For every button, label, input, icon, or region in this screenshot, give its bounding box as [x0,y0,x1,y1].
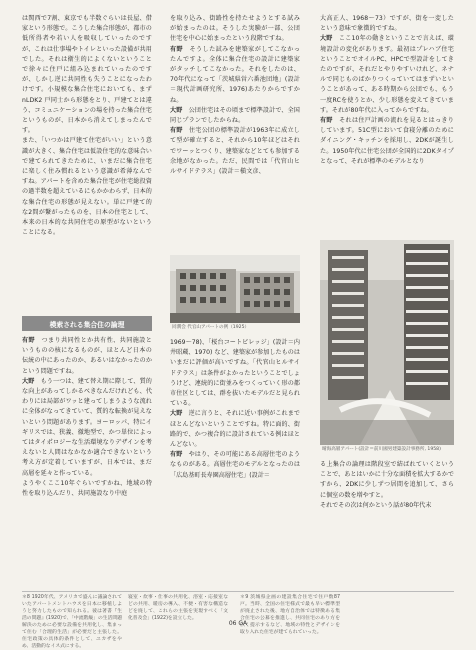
dialogue-paragraph [170,126,300,177]
footnote-divider [22,591,454,592]
speaker-name: 大野 [22,377,35,385]
speaker-name: 大野 [320,35,333,43]
column-1 [22,14,152,238]
dialogue-paragraph [320,34,454,116]
footnote: ＊9 茨城県企画の建設集合住宅で住戸数87戸。当時、全国の住宅様式で最も早い標準型が廃止された後、地方自治体では特徴ある集合住宅の公募を推進し、共同住宅のあり方を広く提示するなど、地域の特性とデザインを取り入れた住宅が建てられていった。 [240,595,340,635]
dialogue-text: 住宅公団の標準設計が1963年に成立して型が確立すると、それから10年ほどはそれでワーッとつくり、建築家などとても参加する余地がなかった。ただ、民間では「代官山ヒルサイドテラス」(設計＝槇文彦、 [170,127,300,176]
dialogue-text: を取り込み、街路性を持たせようとする試みが始まったのは。そうした実験が一部、公団住宅を中心に始まったという段階ですね。 [170,15,300,43]
column-1-after-heading [22,336,152,499]
column-2 [170,14,300,177]
dialogue-paragraph [170,106,300,126]
dialogue-paragraph [22,479,152,499]
dialogue-text: 1969〜78)、「桜台コートビレッジ」(設計＝内井昭蔵、1970) など、建築家が参加したものはいまだに評価が高いですね。「代官山ヒルサイドテラス」は条件がよかったということでしょうけど、連続的に街並みをつくっていく形の都市住区としては、群を抜いたモデルだと見られている。 [170,339,300,408]
dialogue-text: ここ10年の動きということで言えば、環境設計の変化があります。最初はプレハブ住宅ということでオイルPC、HPCで型設計をしてきたのですが、それだとやりやすいけれど、ネナルで同じものばかりつくっていてはまずいということがあって、ある時期から公団でも、もう一度RCを使うとか、少し形態を変えてきています。それが80年代に入ってからですね。 [320,35,455,114]
highrise-apartment-image [320,240,454,445]
dialogue-text: それは住戸計画の流れを見るとはっきりしています。51C型において食寝分離のためにダイニング・キッチンを採用し、2DKが誕生した。1950年代に住宅公団が全国的に2DKタイプとなって、それが標準のモデルとなり [320,117,454,165]
dialogue-paragraph [170,450,300,481]
dialogue-paragraph [320,14,454,34]
speaker-name: 大野 [170,106,183,114]
footnote: ＊8 1920年代、アメリカで盛んに議論されていたアパートメントハウスを日本に移植しようと努力したもので知られる。彼は著書『生活の問題』(1920)で、「中流階級」の生活問題解決のために必要な設備を共用化し、集まって住む「合理的生活」が必要だと主張した。住宅政策の具体的条件として、ユカザをやめ、活動的なイス式にする。 [22,595,122,649]
photo-caption: 同潤会 代官山アパートの例（1925） [172,325,250,330]
dialogue-paragraph [170,338,300,409]
speaker-name: 有野 [22,337,36,344]
apartment-photo-1 [170,255,300,323]
apartment-photo-2 [320,240,454,445]
dialogue-paragraph [22,377,152,479]
dialogue-text: つまり共同性とか共有性、共同施設というものの核になるものが、ほとんど日本の伝統の中にあったのか、あるいはなかったのかという問題ですね。 [22,337,153,375]
dialogue-paragraph [170,14,300,45]
dialogue-text: 大高正人、1968〜73）ですが、街を一変したという意味で象徴的ですね。 [320,15,454,33]
speaker-name: 有野 [170,451,183,459]
paragraph: それでその次は何かという話が80年代末 [320,501,432,509]
photo-caption: 晴海高層アパート(設計＝前川國男建築設計事務所, 1958) [322,447,441,452]
dialogue-text: そうした試みを建築家がしてこなかったんですよ。全体に集合住宅の設計に建築家がタッチしてこなかった。それをしたのは、70年代になって「茨城県営六番池団地」(設計＝現代計画研究所、1976)あたりからですかね。 [170,45,300,104]
speaker-name: 有野 [170,45,184,53]
paragraph: また、「いつかは戸建て住宅がいい」という意識が大きく、集合住宅は仮設住宅的な意味合いで建てられてきたために、いまだに集合住宅に楽しく住み慣れるという意識が希薄なんですね。アパートを含めた集合住宅が住宅総投資の過半数を超えているにもかかわらず、日本的な集合住宅の形態が見えない。単に戸建て的な2間が繋がったものを、日本の住宅として、本来の日本的な共同住宅の原型がないということになる。 [22,137,152,237]
column-3 [320,14,454,167]
dialogue-text: もう一つは、建て替え期に際して、質的な向上があってしかるべきなんだけれども、代わりには局部がワッと建ってしまうような流れに全体がなってきていて、質的な転換が見えないという問題があります。ヨーロッパ、特にイギリスでは、狭義、徹地型で、かつ単位によってはタイポロジーな生活環境なりデザインを考えないと人間はなかなか適合できないという考え方が定着していますが、日本では、まだ高層を延々と作っている。 [22,377,153,477]
paragraph: は関西で7割、東京でも半数ぐらいは長屋、借家という形態で。こうした集合形態が、都市の低所得者や若い人を吸収していったのですが、これは仕事場やトイレといった設備が共用でした。それは衛生的によくないということで徐々に住戸に組み込まれていったのですが、しかし逆に共同性も失うことになったわけです。小規模な集合住宅においても、まずnLDK2 戸同士から形態をとり、戸建てとは違う、コミュニケーションの場を持った集合住宅というものが、日本から消えてしまったんです。 [22,15,152,135]
section-heading: 模索される集合住の論理 [22,316,152,331]
speaker-name: 有野 [170,127,183,135]
dialogue-text: ようやくここ10年ぐらいですかね、地域の特性を取り込んだり、共同施設なり中庭 [22,479,152,498]
dialogue-paragraph [170,409,300,450]
page-footer: 06 GA [228,620,248,627]
dialogue-paragraph [22,336,152,377]
speaker-name: 有野 [320,117,333,125]
footnote: 寝室・炊事・仕事の共用化、浴室・応接室などの共用、暖房の導入、不便・有害な構造などを廃して、これらの主張を実現すべく「文化普及会」(1922)を設立した。 [128,595,228,621]
column-3-bottom [320,460,454,511]
dialogue-paragraph [170,45,300,106]
speaker-name: 大野 [170,410,183,418]
dialogue-paragraph [320,116,454,167]
dialogue-text: 公団住宅はその頃まで標準設計で、全国同じプランでしたからね。 [170,106,300,125]
apartment-building-image [170,255,300,323]
dialogue-text: やはり、その可能にある高層住宅のようなものがある。高層住宅のモデルとなったのは「広島基町長寿園高層住宅」(設計＝ [170,451,301,479]
column-2-bottom [170,338,300,481]
paragraph: る上集合の論理は階段室で結ばれていくということで、あとはいかに十分な面積を拡大するかですから、2DKに少しずつ居間を追加して、さらに個室の数を増やすと。 [320,461,454,499]
dialogue-text: 逆に言うと、それに近い事例がこれまでほとんどないということですね。特に面的、街路的で、かつ複合的に設計されている例はほとんどない。 [170,410,301,449]
